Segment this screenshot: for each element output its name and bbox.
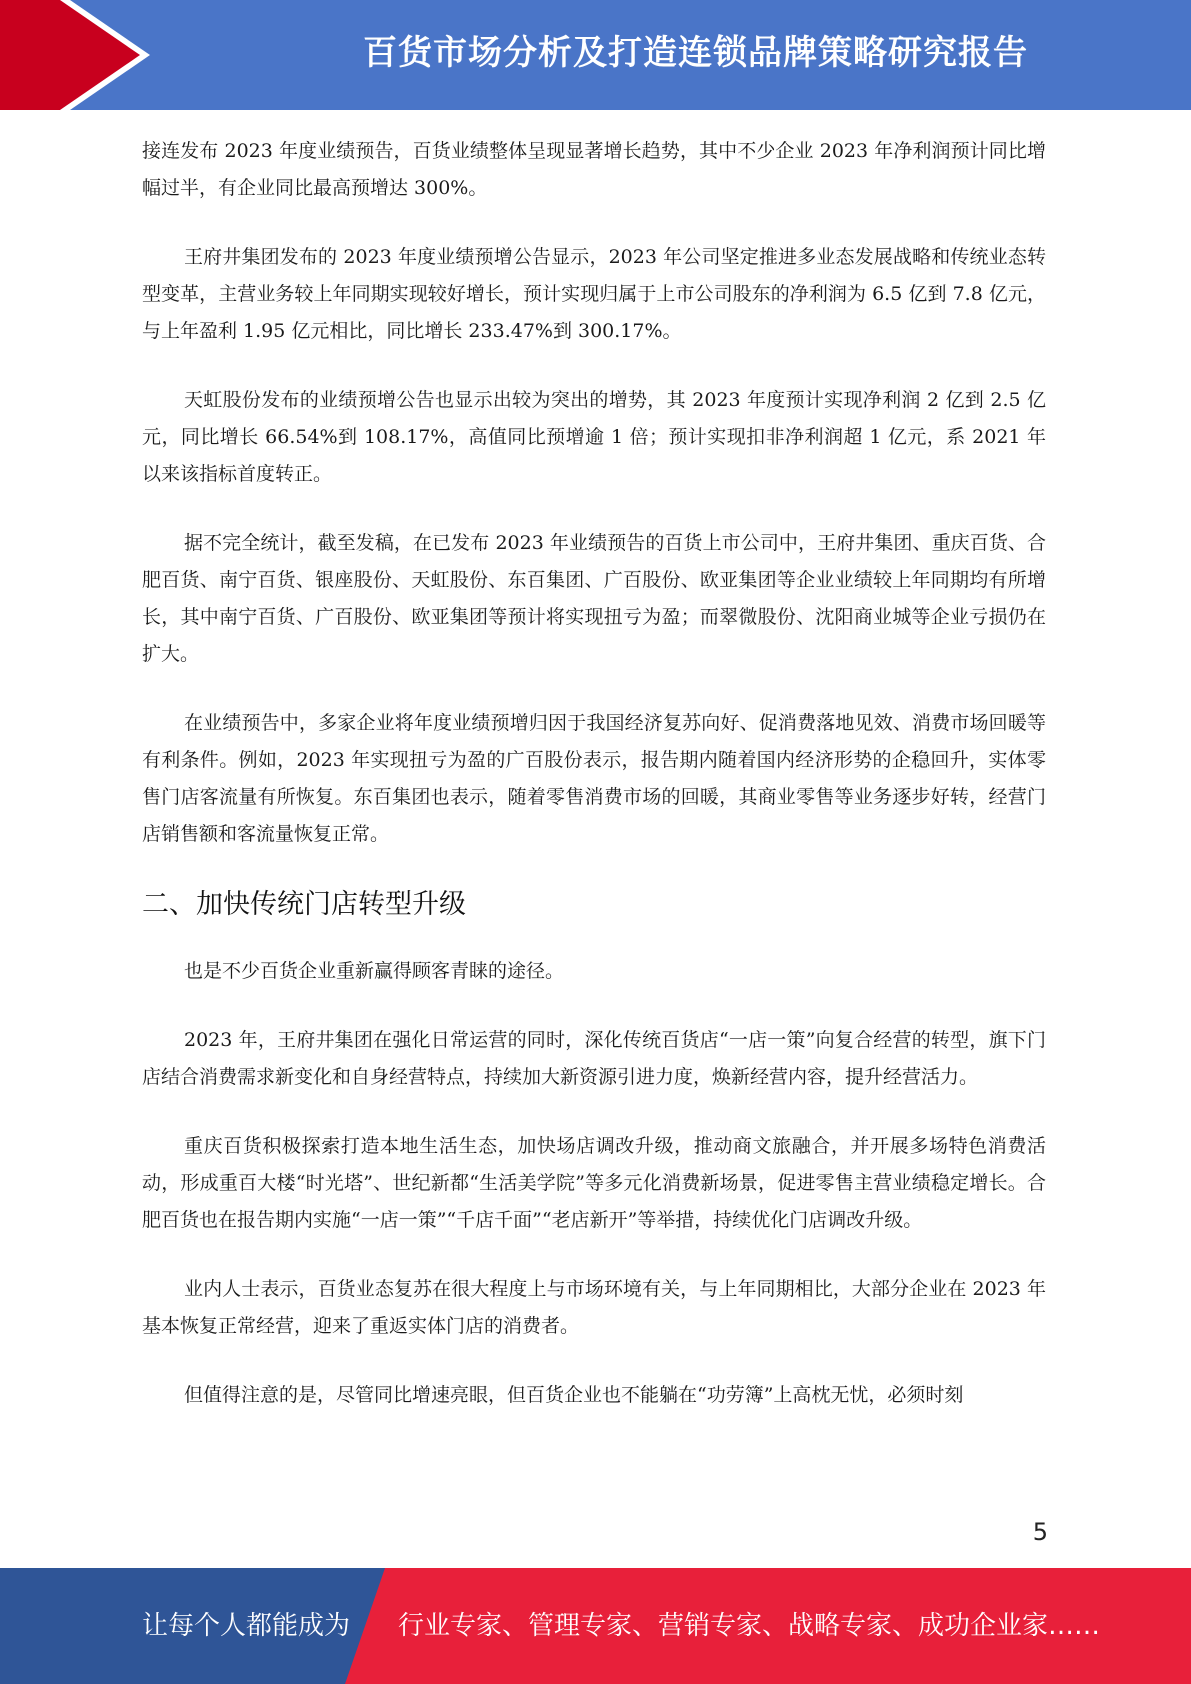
paragraph: 业内人士表示，百货业态复苏在很大程度上与市场环境有关，与上年同期相比，大部分企业在 2023 年基本恢复正常经营，迎来了重返实体门店的消费者。 xyxy=(142,1278,1046,1337)
paragraph: 在业绩预告中，多家企业将年度业绩预增归因于我国经济复苏向好、促消费落地见效、消费市场回暖等有利条件。例如，2023 年实现扭亏为盈的广百股份表示，报告期内随着国内经济形势的企稳回升，实体零售门店客流量有所恢复。东百集团也表示，随着零售消费市场的回暖，其商业零售等业务逐步好转，经营门店销售额和客流量恢复正常。 xyxy=(142,712,1046,845)
paragraph: 据不完全统计，截至发稿，在已发布 2023 年业绩预告的百货上市公司中，王府井集团、重庆百货、合肥百货、南宁百货、银座股份、天虹股份、东百集团、广百股份、欧亚集团等企业业绩较上年同期均有所增长，其中南宁百货、广百股份、欧亚集团等预计将实现扭亏为盈；而翠微股份、沈阳商业城等企业亏损仍在扩大。 xyxy=(142,532,1046,665)
footer-slogan-left: 让每个人都能成为 xyxy=(142,1611,351,1641)
paragraph: 天虹股份发布的业绩预增公告也显示出较为突出的增势，其 2023 年度预计实现净利润 2 亿到 2.5 亿元，同比增长 66.54%到 108.17%，高值同比预增逾 1 倍；预计实现扣非净利润超 1 亿元，系 2021 年以来该指标首度转正。 xyxy=(142,389,1046,485)
page-footer xyxy=(0,1568,1191,1684)
paragraph: 接连发布 2023 年度业绩预告，百货业绩整体呈现显著增长趋势，其中不少企业 2023 年净利润预计同比增幅过半，有企业同比最高预增达 300%。 xyxy=(142,140,1046,199)
paragraph: 但值得注意的是，尽管同比增速亮眼，但百货企业也不能躺在“功劳簿”上高枕无忧，必须时刻 xyxy=(184,1384,964,1406)
paragraph: 2023 年，王府井集团在强化日常运营的同时，深化传统百货店“一店一策”向复合经营的转型，旗下门店结合消费需求新变化和自身经营特点，持续加大新资源引进力度，焕新经营内容，提升经营活力。 xyxy=(142,1029,1046,1088)
paragraph: 王府井集团发布的 2023 年度业绩预增公告显示，2023 年公司坚定推进多业态发展战略和传统业态转型变革，主营业务较上年同期实现较好增长，预计实现归属于上市公司股东的净利润为 6.5 亿到 7.8 亿元，与上年盈利 1.95 亿元相比，同比增长 233.47%到 300.17%。 xyxy=(142,246,1046,342)
section-heading: 二、加快传统门店转型升级 xyxy=(142,889,466,920)
page-header xyxy=(0,0,1191,110)
footer-slogan-right: 行业专家、管理专家、营销专家、战略专家、成功企业家…… xyxy=(398,1611,1101,1641)
paragraph: 重庆百货积极探索打造本地生活生态，加快场店调改升级，推动商文旅融合，并开展多场特色消费活动，形成重百大楼“时光塔”、世纪新都“生活美学院”等多元化消费新场景，促进零售主营业绩稳定增长。合肥百货也在报告期内实施“一店一策”“千店千面”“老店新开”等举措，持续优化门店调改升级。 xyxy=(142,1135,1046,1231)
report-title: 百货市场分析及打造连锁品牌策略研究报告 xyxy=(363,33,1028,73)
page-content xyxy=(142,133,1046,1446)
paragraph: 也是不少百货企业重新赢得顾客青睐的途径。 xyxy=(184,960,565,982)
page-number: 5 xyxy=(1032,1518,1048,1546)
